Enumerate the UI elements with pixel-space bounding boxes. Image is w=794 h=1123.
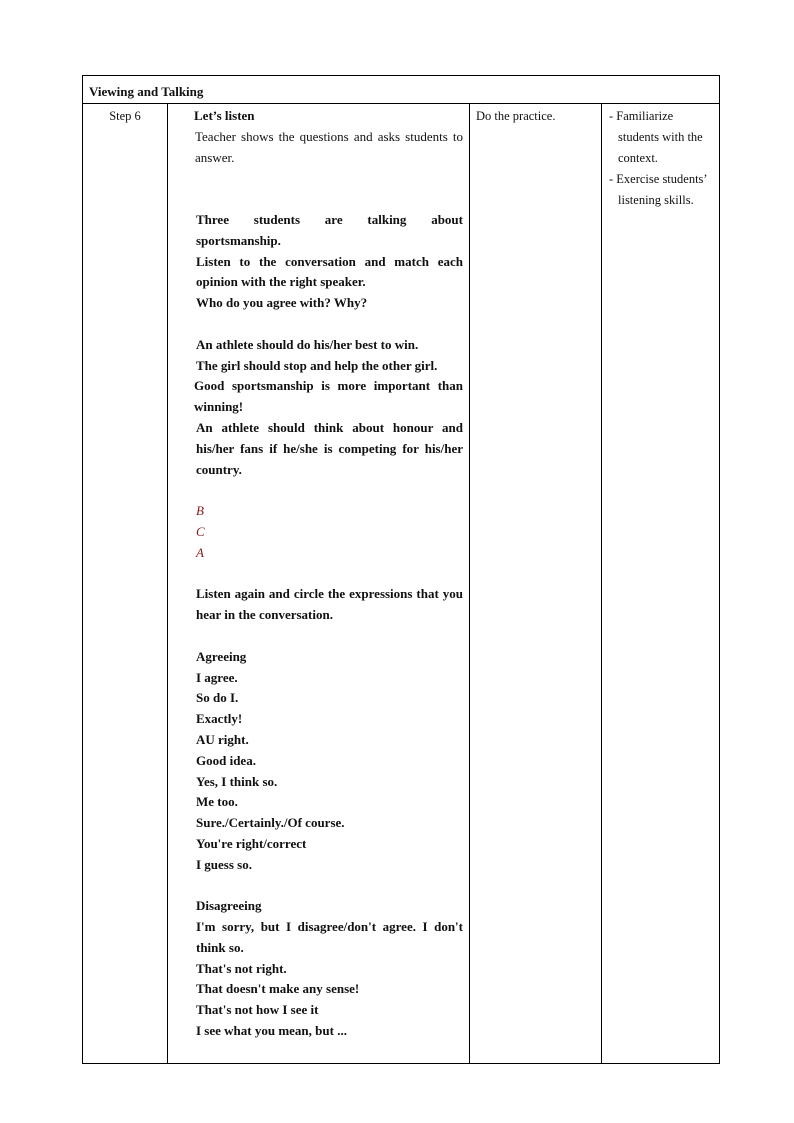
teacher-instruction: Teacher shows the questions and asks students to answer. [195, 128, 463, 165]
student-activity: Do the practice. [476, 109, 556, 123]
agreeing-heading: Agreeing [196, 648, 247, 664]
agree-expression: Good idea. [196, 752, 256, 768]
agree-expression: You're right/correct [196, 835, 307, 851]
activity-cell [470, 104, 602, 1064]
disagree-expression: I'm sorry, but I disagree/don't agree. I don't think so. [196, 919, 463, 955]
listen-again-instruction: Listen again and circle the expressions that you hear in the conversation. [196, 586, 463, 623]
opinion-line: Good sportsmanship is more important than winning! [194, 378, 463, 415]
disagree-expression: That's not right. [196, 960, 287, 976]
agree-expression: So do I. [196, 690, 239, 706]
disagree-expression: That's not how I see it [196, 1002, 319, 1018]
task-line: Who do you agree with? Why? [196, 295, 368, 311]
agree-expression: I agree. [196, 669, 238, 685]
task-line: Three students are talking about sportsmanship. [196, 211, 463, 248]
agree-expression: Me too. [196, 794, 238, 810]
section-title: Viewing and Talking [83, 76, 720, 104]
answer-key: B [196, 503, 204, 519]
agree-expression: Yes, I think so. [196, 773, 278, 789]
step-label: Step 6 [109, 109, 141, 123]
lesson-plan-table [82, 75, 720, 1064]
opinion-line: An athlete should do his/her best to win. [196, 336, 419, 352]
step-cell [83, 104, 168, 1064]
agree-expression: Exactly! [196, 711, 243, 727]
content-cell [168, 104, 470, 1064]
section-header-row [83, 76, 720, 104]
activity-heading: Let’s listen [194, 108, 255, 123]
purpose-item: - Familiarize students with the context. [609, 109, 703, 165]
task-line: Listen to the conversation and match each opinion with the right speaker. [196, 253, 463, 290]
answer-key: C [196, 523, 205, 539]
opinion-line: An athlete should think about honour and his/her fans if he/she is competing for his/her country. [196, 419, 463, 477]
purpose-cell [602, 104, 720, 1064]
disagree-expression: That doesn't make any sense! [196, 981, 360, 997]
opinion-line: The girl should stop and help the other girl. [196, 357, 438, 373]
agree-expression: Sure./Certainly./Of course. [196, 815, 345, 831]
step-row [83, 104, 720, 1064]
answer-key: A [196, 544, 204, 560]
agree-expression: I guess so. [196, 856, 252, 872]
purpose-item: - Exercise students’ listening skills. [609, 172, 707, 207]
disagree-expression: I see what you mean, but ... [196, 1023, 347, 1039]
agree-expression: AU right. [196, 731, 249, 747]
disagreeing-heading: Disagreeing [196, 898, 262, 914]
